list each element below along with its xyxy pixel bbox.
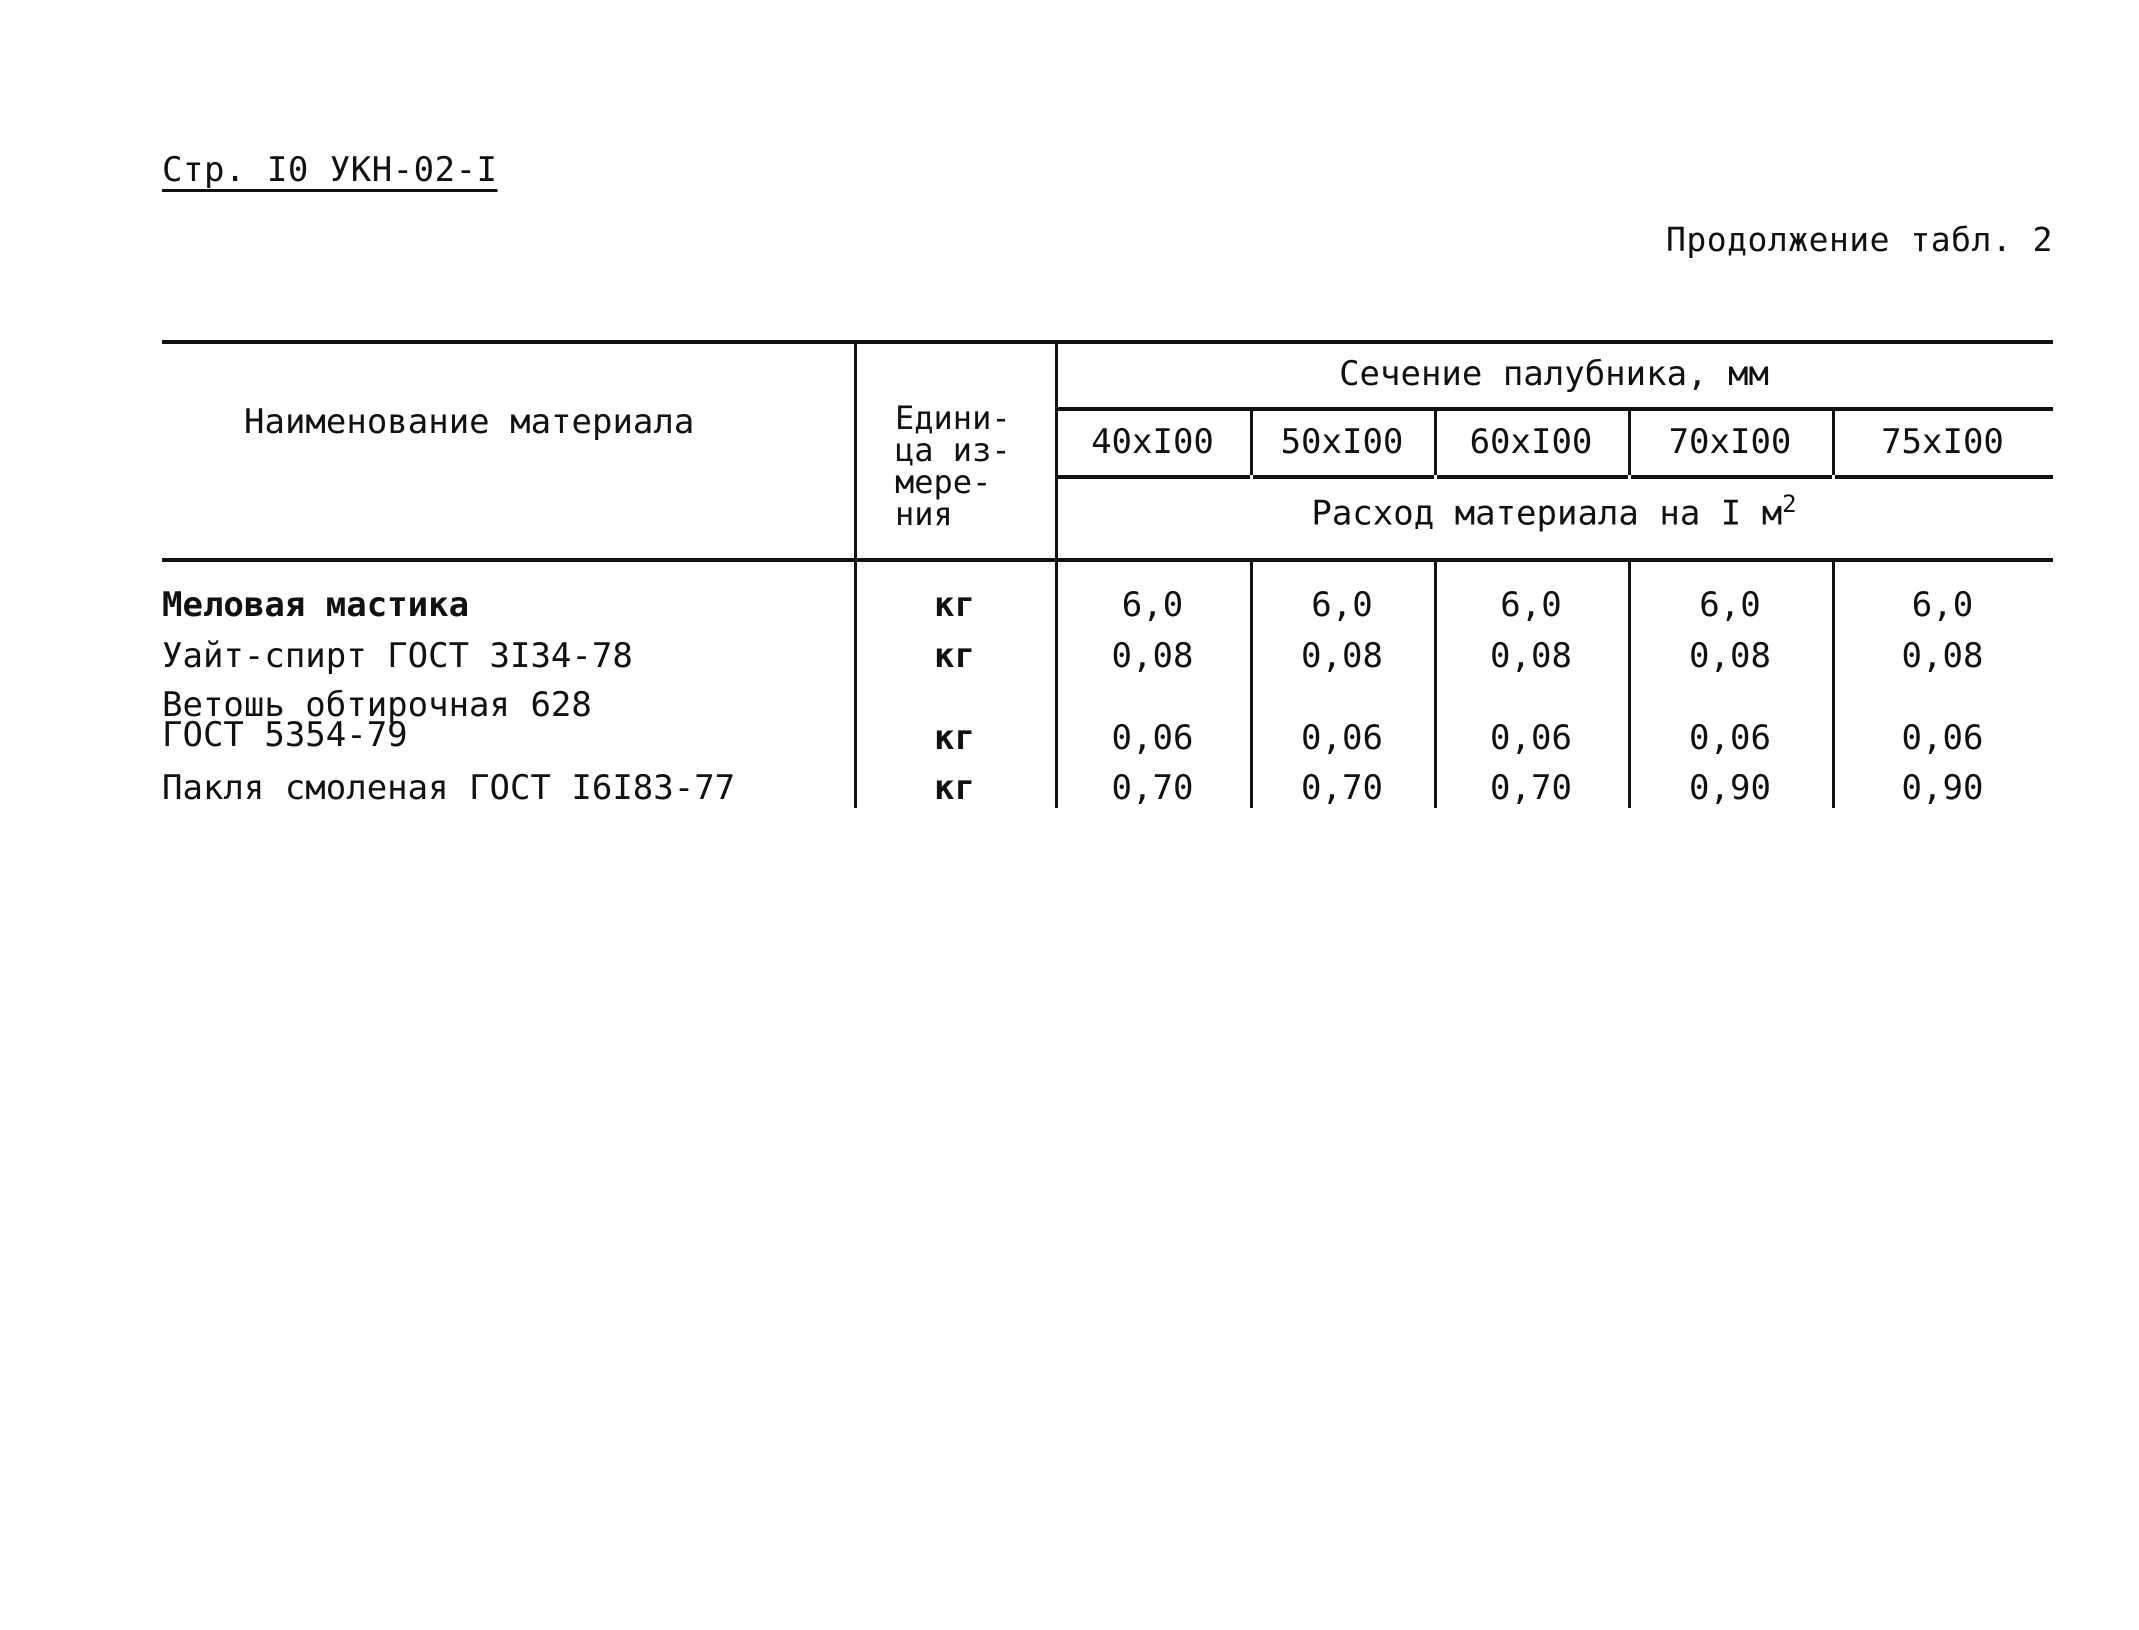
row-value: 0,06: [1111, 718, 1194, 758]
row-material-name-line: Ветошь обтирочная 628: [162, 685, 592, 725]
row-value: 6,0: [1121, 585, 1184, 625]
row-material-name: [162, 685, 592, 755]
row-value: 0,06: [1490, 718, 1572, 758]
section-70x100: 70хI00: [1668, 422, 1792, 462]
header-bottom-rule: [162, 558, 2053, 562]
consumption-header: [1055, 490, 2053, 533]
unit-header-line: Едини-: [895, 399, 1011, 437]
row-unit: кг: [934, 718, 975, 758]
row-value: 6,0: [1699, 585, 1761, 625]
row-value: 0,08: [1901, 636, 1984, 676]
row-material-name: Пакля смоленая ГОСТ I6I83-77: [162, 768, 736, 808]
row-value: 6,0: [1911, 585, 1974, 625]
row-value: 0,08: [1689, 636, 1771, 676]
section-60x100: 60хI00: [1469, 422, 1593, 462]
column-header-unit: [895, 399, 1011, 533]
row-unit: кг: [934, 585, 975, 625]
row-value: 0,06: [1689, 718, 1771, 758]
table-top-rule: [162, 340, 2053, 344]
section-header-rule: [1055, 407, 2053, 411]
section-50x100: 50хI00: [1280, 422, 1404, 462]
table-continuation-label: Продолжение табл. 2: [1666, 220, 2053, 259]
section-40x100: 40хI00: [1091, 422, 1214, 462]
sections-rule: [1055, 475, 2053, 479]
unit-header-line: ца из-: [895, 431, 1011, 469]
row-value: 0,08: [1490, 636, 1572, 676]
row-value: 0,90: [1689, 768, 1771, 808]
row-value: 6,0: [1311, 585, 1373, 625]
row-value: 0,06: [1301, 718, 1383, 758]
row-unit: кг: [934, 636, 975, 676]
row-value: 0,70: [1111, 768, 1194, 808]
column-header-material-name: Наименование материала: [244, 402, 695, 442]
unit-header-line: ния: [895, 495, 953, 533]
row-value: 0,70: [1490, 768, 1572, 808]
page-reference: Стр. I0 УКН-02-I: [162, 150, 498, 190]
section-75x100: 75хI00: [1881, 422, 2004, 462]
row-value: 6,0: [1500, 585, 1562, 625]
section-header: Сечение палубника, мм: [1339, 354, 1769, 394]
row-material-name: Уайт-спирт ГОСТ 3I34-78: [162, 636, 633, 676]
consumption-header-text: Расход материала на I м: [1311, 493, 1783, 534]
row-value: 0,08: [1111, 636, 1194, 676]
unit-header-line: мере-: [895, 463, 992, 501]
row-value: 0,90: [1901, 768, 1984, 808]
materials-table: [162, 340, 2053, 820]
consumption-header-exponent: 2: [1782, 490, 1797, 518]
row-material-name: Меловая мастика: [162, 585, 470, 625]
row-value: 0,70: [1301, 768, 1383, 808]
row-material-name-line: ГОСТ 5354-79: [162, 715, 408, 755]
row-value: 0,08: [1301, 636, 1383, 676]
row-value: 0,06: [1901, 718, 1984, 758]
row-unit: кг: [934, 768, 975, 808]
